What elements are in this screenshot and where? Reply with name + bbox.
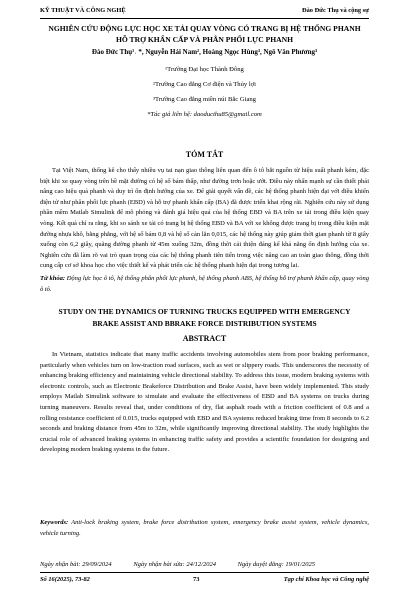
english-keywords — [40, 518, 369, 539]
running-header — [40, 6, 369, 19]
english-title: STUDY ON THE DYNAMICS OF TURNING TRUCKS EQUIPPED WITH EMERGENCY BRAKE ASSIST AND BBRAKE FORCE DISTRIBUTION SYSTEMS — [58, 307, 351, 328]
date-received: Ngày nhận bài: 29/09/2024 — [40, 561, 112, 568]
english-keywords-text: Anti-lock braking system, brake force distribution system, emergency brake assist system, vehicle dynamics, vehicle turning. — [40, 519, 369, 537]
header-authors: Đào Đức Thụ và cộng sự — [301, 7, 369, 14]
affiliation-3: ³Trường Cao đẳng miền núi Bắc Giang — [153, 96, 256, 103]
article-dates — [40, 561, 369, 568]
english-abstract: In Vietnam, statistics indicate that many traffic accidents involving automobiles stem from poor braking performance, particularly when vehicles turn on low-traction road surfaces, such as wet or slippery roads. This underscores the necessity of enhancing braking efficiency and maintaining vehicle directional stability. To address this issue, modern braking systems with electronic controls, such as Electronic Brakeforce Distribution and Brake Assist, have been widely implemented. This study employs Matlab Simulink software to simulate and evaluate the effectiveness of EBD and BA systems on trucks during turning maneuvers. Results reveal that, under conditions of dry, flat asphalt roads with a friction coefficient of 0.8 and a rolling resistance coefficient of 0.015, trucks equipped with EBD and BA systems reduced braking time from 8 seconds to 6.2 seconds and braking distance from 45m to 32m, while significantly improving directional stability. The study highlights the crucial role of advanced braking systems in enhancing traffic safety and provides a scientific foundation for designing and developing modern braking systems in the future. — [40, 351, 369, 454]
english-keywords-label: Keywords: — [40, 519, 69, 526]
author-list: Đào Đức Thụ¹˒ *, Nguyễn Hải Nam², Hoàng Ngọc Hùng³, Ngô Văn Phương³ — [91, 48, 318, 56]
journal-name: Tạp chí Khoa học và Công nghệ — [283, 576, 369, 583]
date-revised: Ngày nhận bài sửa: 24/12/2024 — [133, 561, 216, 568]
vietnamese-abstract: Tại Việt Nam, thống kê cho thấy nhiều vụ tai nạn giao thông liên quan đến ô tô bắt nguồn từ hiệu suất phanh kém, đặc biệt khi xe quay vòng trên bề mặt đường có hệ số bám thấp, như đường trơn hoặc ướt. Điều này nhấn mạnh sự cần thiết phải nâng cao hiệu quả phanh và duy trì ổn định hướng của xe. Để giải quyết vấn đề, các hệ thống phanh hiện đại với điều khiển điện tử như phân phối lực phanh (EBD) và hỗ trợ phanh khẩn cấp (BA) đã được triển khai rộng rãi. Nghiên cứu này sử dụng phần mềm Matlab Simulink để mô phỏng và đánh giá hiệu quả của hệ thống EBD và BA trên xe tải trong điều kiện quay vòng. Kết quả chỉ ra rằng, khi so sánh xe tải có trang bị hệ thống EBD và BA với xe không được trang bị trong điều kiện mặt đường nhựa khô, bằng phẳng, với hệ số bám 0,8 và hệ số cản lăn 0,015, các hệ thống này giúp giảm thời gian phanh từ 8 giây xuống còn 6,2 giây, quãng đường phanh từ 45m xuống 32m, đồng thời cải thiện đáng kể khả năng ổn định hướng của xe. Nghiên cứu đã làm rõ vai trò quan trọng của các hệ thống phanh tiên tiến trong việc nâng cao an toàn giao thông, đồng thời cung cấp cơ sở khoa học cho việc thiết kế và phát triển các hệ thống phanh hiện đại trong tương lai. — [40, 167, 369, 270]
english-abstract-heading: ABSTRACT — [182, 334, 227, 343]
corresponding-email: *Tác giả liên hệ: daoducthu85@gmail.com — [147, 111, 262, 118]
vietnamese-keywords — [40, 274, 369, 295]
header-section: KỸ THUẬT VÀ CÔNG NGHỆ — [40, 7, 126, 14]
vietnamese-abstract-heading: TÓM TẮT — [185, 150, 224, 159]
issue-info: Số 16(2025), 73-82 — [40, 576, 90, 583]
affiliations — [40, 62, 369, 122]
date-accepted: Ngày duyệt đăng: 19/01/2025 — [237, 561, 316, 568]
paper-page — [40, 0, 369, 600]
affiliation-2: ²Trường Cao đẳng Cơ điện và Thủy lợi — [152, 81, 256, 88]
affiliation-1: ¹Trường Đại học Thành Đông — [165, 66, 244, 73]
page-number: 73 — [193, 576, 200, 583]
vietnamese-keywords-text: Động lực học ô tô, hệ thống phân phối lực phanh, hệ thống phanh ABS, hệ thống hỗ trợ phanh khẩn cấp, quay vòng ô tô. — [40, 275, 369, 293]
running-footer — [40, 572, 369, 587]
vietnamese-keywords-label: Từ khóa: — [40, 275, 66, 282]
vietnamese-title: NGHIÊN CỨU ĐỘNG LỰC HỌC XE TẢI QUAY VÒNG CÓ TRANG BỊ HỆ THỐNG PHANH HỖ TRỢ KHẨN CẤP VÀ PHÂN PHỐI LỰC PHANH — [48, 24, 361, 44]
